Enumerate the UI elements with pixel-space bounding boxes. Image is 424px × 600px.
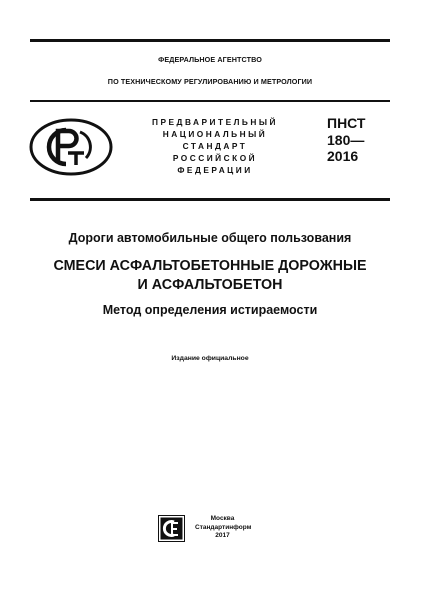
agency-line-2: ПО ТЕХНИЧЕСКОМУ РЕГУЛИРОВАНИЮ И МЕТРОЛОГИИ [107,77,313,86]
standard-number-line: ПНСТ [327,115,366,131]
standard-type-line: ФЕДЕРАЦИИ [177,165,253,176]
standartinform-logo-icon [158,515,185,542]
document-title-line: СМЕСИ АСФАЛЬТОБЕТОННЫЕ ДОРОЖНЫЕ [53,258,367,274]
bottom-rule [30,198,390,201]
document-title [30,257,390,294]
imprint-block [195,515,250,541]
imprint-city: Москва [210,515,235,522]
edition-label: Издание официальное [171,355,249,362]
standard-type-line: РОССИЙСКОЙ [172,153,258,164]
agency-line-1: ФЕДЕРАЛЬНОЕ АГЕНТСТВО [158,55,262,64]
standard-type-line: НАЦИОНАЛЬНЫЙ [162,129,268,140]
document-subtitle: Метод определения истираемости [102,303,318,317]
standard-number-line: 180— [327,131,365,148]
standard-type-block [130,116,300,176]
standard-number-line: 2016 [327,148,359,164]
document-category: Дороги автомобильные общего пользования [68,231,352,245]
top-rule [30,39,390,42]
imprint-year: 2017 [215,532,230,540]
imprint-publisher: Стандартинформ [195,523,252,531]
gost-r-emblem-icon [28,116,114,178]
document-title-line: И АСФАЛЬТОБЕТОН [137,276,283,293]
standard-type-line: ПРЕДВАРИТЕЛЬНЫЙ [152,117,278,127]
standard-type-line: СТАНДАРТ [182,141,248,152]
standard-number [327,115,366,165]
middle-rule [30,100,390,102]
